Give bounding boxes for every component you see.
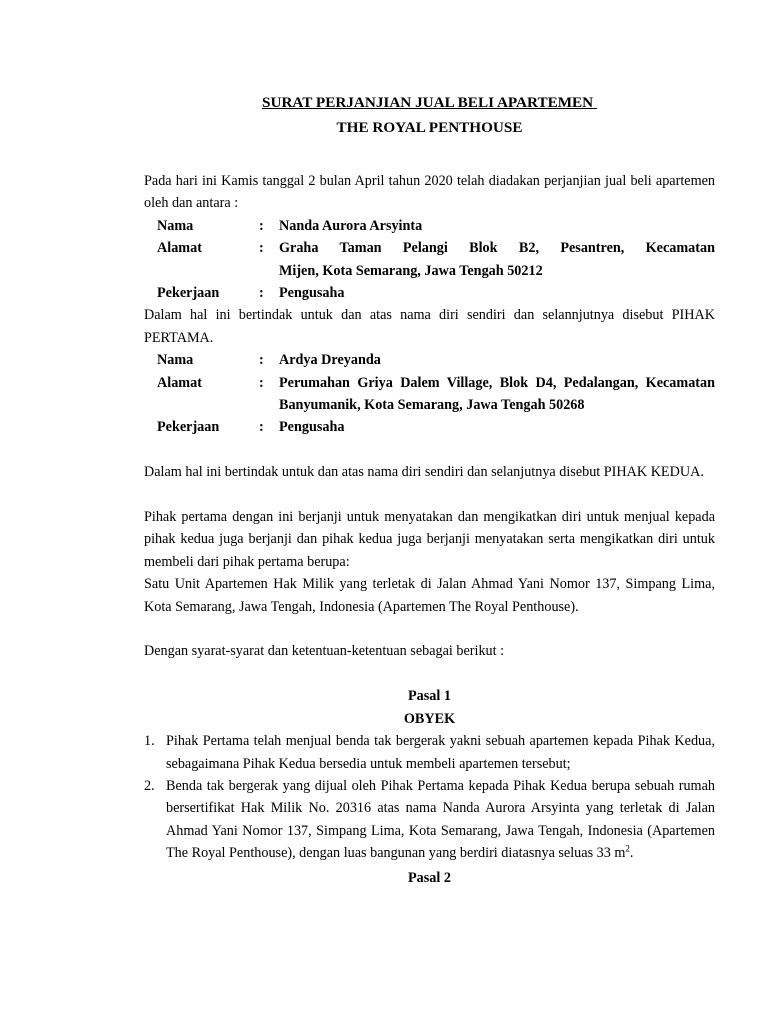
list-item-text: Benda tak bergerak yang dijual oleh Pihak Pertama kepada Pihak Kedua berupa sebuah rumah bersertifikat Hak Milik No. 20316 atas nama Nanda Aurora Arsyinta yang terletak di Jalan Ahmad Yani Nomor 137, Simpang Lima, Kota Semarang, Jawa Tengah, Indonesia (Apartemen The Royal Penthouse), dengan luas bangunan yang berdiri diatasnya seluas 33 m (166, 777, 715, 862)
conditions-intro: Dengan syarat-syarat dan ketentuan-ketentuan sebagai berikut : (144, 643, 505, 660)
colon: : (259, 352, 264, 369)
party2-address-value: Perumahan Griya Dalem Village, Blok D4, Pedalangan, Kecamatan Banyumanik, Kota Semarang, Jawa Tengah 50268 (279, 374, 715, 414)
party1-job-row (157, 282, 715, 304)
list-item-number: 1. (144, 733, 155, 750)
pasal1-heading: Pasal 1 (408, 688, 451, 705)
colon: : (259, 419, 264, 436)
party2-name-label: Nama (157, 352, 194, 369)
party2-job-row (157, 416, 715, 438)
list-item (144, 775, 715, 865)
document-title: SURAT PERJANJIAN JUAL BELI APARTEMEN (262, 94, 597, 111)
party1-statement: Dalam hal ini bertindak untuk dan atas nama diri sendiri dan selannjutnya disebut PIHAK PERTAMA. (144, 307, 715, 346)
party2-name-value: Ardya Dreyanda (279, 352, 381, 369)
party1-address-label: Alamat (157, 240, 202, 257)
colon: : (259, 240, 264, 257)
party2-address-label: Alamat (157, 374, 202, 391)
document-page (144, 90, 715, 889)
party1-name-label: Nama (157, 217, 194, 234)
agreement-paragraph: Pihak pertama dengan ini berjanji untuk menyatakan dan mengikatkan diri untuk menjual kepada pihak kedua juga berjanji dan pihak kedua juga berjanji menyatakan serta mengikatkan diri untuk membeli dari pihak pertama berupa: (144, 509, 715, 570)
list-item-number: 2. (144, 777, 155, 794)
superscript: 2 (625, 843, 630, 854)
list-item-tail: . (629, 845, 634, 862)
list-item (144, 730, 715, 775)
intro-paragraph: Pada hari ini Kamis tanggal 2 bulan April tahun 2020 telah diadakan perjanjian jual beli apartemen oleh dan antara : (144, 173, 715, 212)
colon: : (259, 374, 264, 391)
party1-address-value (279, 237, 715, 282)
party1-job-value: Pengusaha (279, 285, 345, 302)
party2-statement: Dalam hal ini bertindak untuk dan atas nama diri sendiri dan selanjutnya disebut PIHAK KEDUA. (144, 464, 704, 481)
pasal2-heading: Pasal 2 (408, 869, 451, 886)
party1-name-value: Nanda Aurora Arsyinta (279, 217, 423, 234)
pasal1-list (144, 730, 715, 864)
colon: : (259, 285, 264, 302)
party2-job-label: Pekerjaan (157, 419, 220, 436)
party2-details (157, 349, 715, 439)
party1-details (157, 215, 715, 305)
party1-address-row (157, 237, 715, 282)
object-description: Satu Unit Apartemen Hak Milik yang terletak di Jalan Ahmad Yani Nomor 137, Simpang Lima, Kota Semarang, Jawa Tengah, Indonesia (Apartemen The Royal Penthouse). (144, 576, 715, 615)
party2-address-row (157, 372, 715, 417)
party1-name-row (157, 215, 715, 237)
list-item-text-wrap (166, 775, 715, 865)
party2-job-value: Pengusaha (279, 419, 345, 436)
party1-job-label: Pekerjaan (157, 285, 220, 302)
list-item-text: Pihak Pertama telah menjual benda tak bergerak yakni sebuah apartemen kepada Pihak Kedua, sebagaimana Pihak Kedua bersedia untuk membeli apartemen tersebut; (166, 733, 715, 772)
party1-address-line1: Graha Taman Pelangi Blok B2, Pesantren, Kecamatan (279, 240, 715, 257)
party2-name-row (157, 349, 715, 371)
document-subtitle: THE ROYAL PENTHOUSE (336, 119, 523, 136)
colon: : (259, 217, 264, 234)
party1-address-line2: Mijen, Kota Semarang, Jawa Tengah 50212 (279, 262, 543, 279)
pasal1-title: OBYEK (403, 710, 456, 727)
